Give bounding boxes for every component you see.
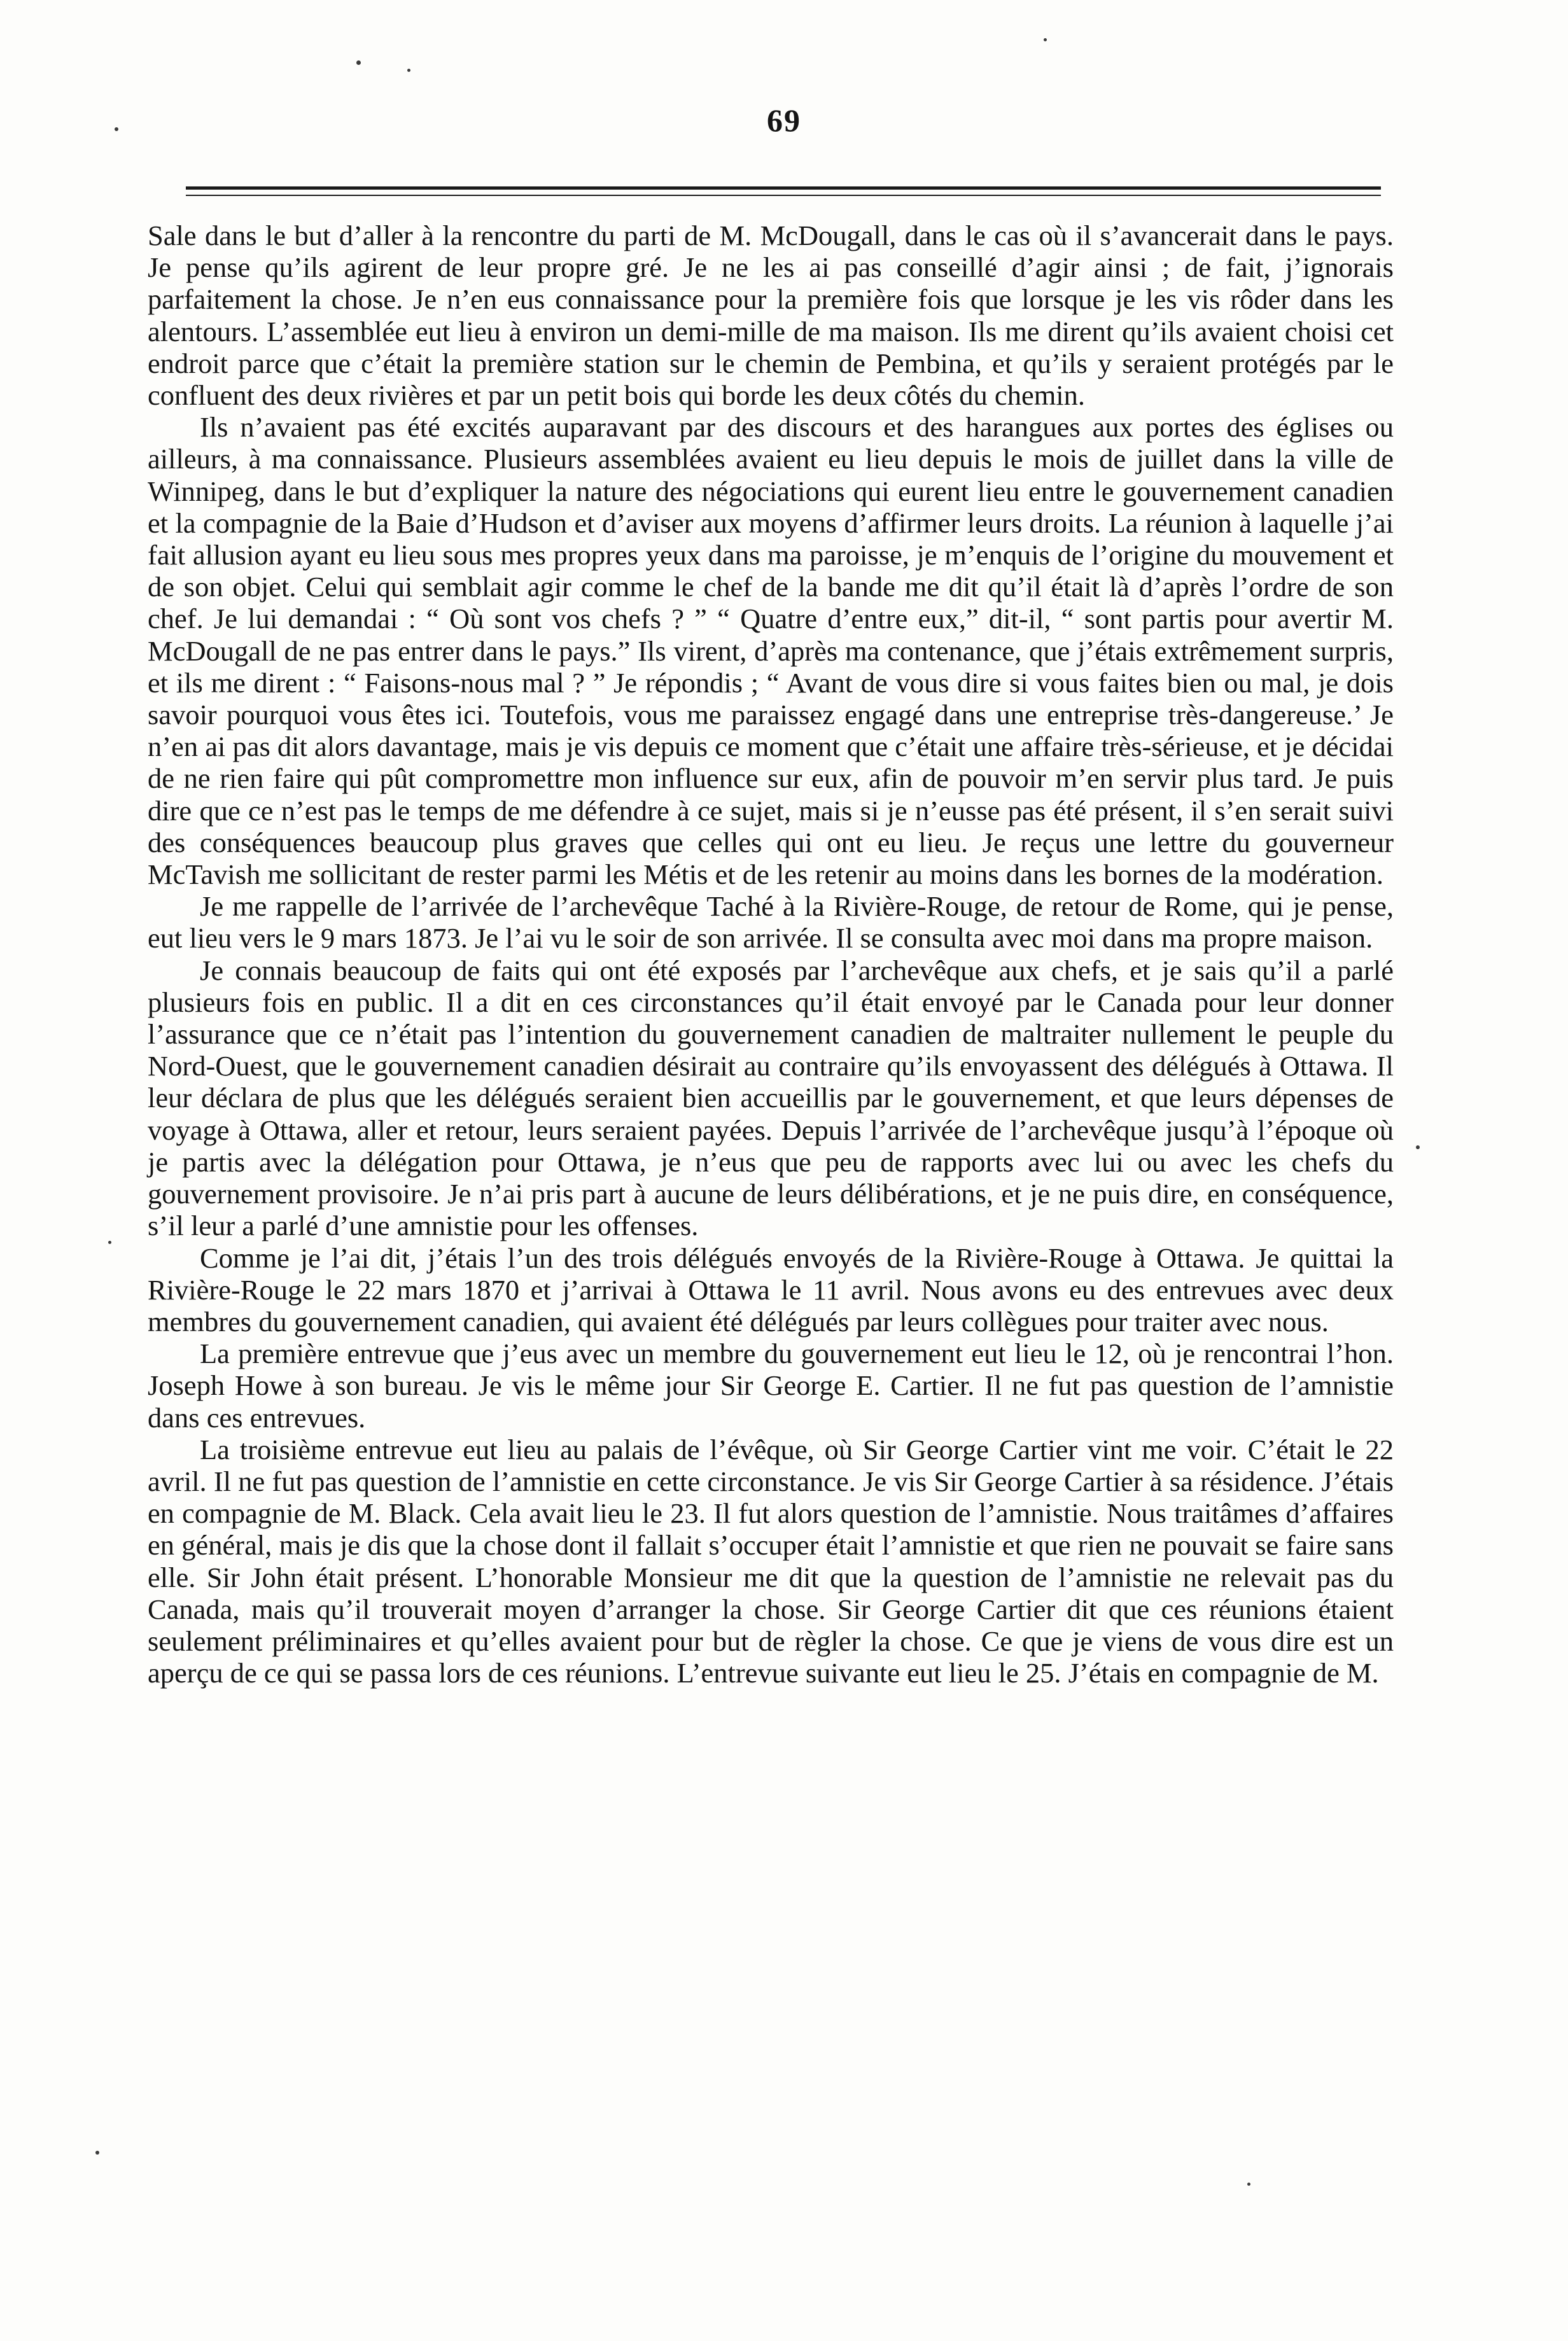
scan-speck xyxy=(115,127,118,131)
scan-speck xyxy=(1247,2183,1250,2186)
paragraph-4: Je connais beaucoup de faits qui ont été exposés par l’archevêque aux chefs, et je sais qu’il a parlé plusieurs fois en public. Il a dit en ces circonstances qu’il était envoyé par le Canada pour leur donner l’assurance que ce n’était pas l’intention du gouvernement canadien de maltraiter nullement le peuple du Nord-Ouest, que le gouvernement canadien désirait au contraire qu’ils envoyassent des délégués à Ottawa. Il leur déclara de plus que les délégués seraient bien accueillis par le gouvernement, et que leurs dépenses de voyage à Ottawa, aller et retour, leurs seraient payées. Depuis l’arrivée de l’archevêque jusqu’à l’époque où je partis avec la délégation pour Ottawa, je n’eus que peu de rapports avec lui ou avec les chefs du gouvernement provisoire. Je n’ai pris part à aucune de leurs délibérations, et je ne puis dire, en conséquence, s’il leur a parlé d’une amnistie pour les offenses. xyxy=(148,954,1394,1242)
paragraph-5: Comme je l’ai dit, j’étais l’un des trois délégués envoyés de la Rivière-Rouge à Ottawa. Je quittai la Rivière-Rouge le 22 mars 1870 et j’arrivai à Ottawa le 11 avril. Nous avons eu des entrevues avec deux membres du gouvernement canadien, qui avaient été délégués par leurs collègues pour traiter avec nous. xyxy=(148,1241,1394,1338)
text-body xyxy=(148,220,1394,1689)
scan-speck xyxy=(356,60,361,65)
header-rule-thick xyxy=(186,186,1381,190)
scan-speck xyxy=(407,69,410,72)
paragraph-7: La troisième entrevue eut lieu au palais de l’évêque, où Sir George Cartier vint me voir. C’était le 22 avril. Il ne fut pas question de l’amnistie en cette circonstance. Je vis Sir George Cartier à sa résidence. J’étais en compagnie de M. Black. Cela avait lieu le 23. Il fut alors question de l’amnistie. Nous traitâmes d’affaires en général, mais je dis que la chose dont il fallait s’occuper était l’amnistie et que rien ne pouvait se faire sans elle. Sir John était présent. L’honorable Monsieur me dit que la question de l’amnistie ne relevait pas du Canada, mais qu’il trouverait moyen d’arranger la chose. Sir George Cartier dit que ces réunions étaient seulement préliminaires et qu’elles avaient pour but de règler la chose. Ce que je viens de vous dire est un aperçu de ce qui se passa lors de ces réunions. L’entrevue suivante eut lieu le 25. J’étais en compagnie de M. xyxy=(148,1433,1394,1689)
scan-speck xyxy=(108,1241,111,1244)
paragraph-3: Je me rappelle de l’arrivée de l’archevêque Taché à la Rivière-Rouge, de retour de Rome, qui je pense, eut lieu vers le 9 mars 1873. Je l’ai vu le soir de son arrivée. Il se consulta avec moi dans ma propre maison. xyxy=(148,890,1394,954)
paragraph-2: Ils n’avaient pas été excités auparavant par des discours et des harangues aux portes des églises ou ailleurs, à ma connaissance. Plusieurs assemblées avaient eu lieu depuis le mois de juillet dans la ville de Winnipeg, dans le but d’expliquer la nature des négociations qui eurent lieu entre le gouvernement canadien et la compagnie de la Baie d’Hudson et d’aviser aux moyens d’affirmer leurs droits. La réunion à laquelle j’ai fait allusion ayant eu lieu sous mes propres yeux dans ma paroisse, je m’enquis de l’origine du mouvement et de son objet. Celui qui semblait agir comme le chef de la bande me dit qu’il était là d’après l’ordre de son chef. Je lui demandai : “ Où sont vos chefs ? ” “ Quatre d’entre eux,” dit-il, “ sont partis pour avertir M. McDougall de ne pas entrer dans le pays.” Ils virent, d’après ma contenance, que j’étais extrêmement surpris, et ils me dirent : “ Faisons-nous mal ? ” Je répondis ; “ Avant de vous dire si vous faites bien ou mal, je dois savoir pourquoi vous êtes ici. Toutefois, vous me paraissez engagé dans une entreprise très-dangereuse.’ Je n’en ai pas dit alors davantage, mais je vis depuis ce moment que c’était une affaire très-sérieuse, et je décidai de ne rien faire qui pût compromettre mon influence sur eux, afin de pouvoir m’en servir plus tard. Je puis dire que ce n’est pas le temps de me défendre à ce sujet, mais si je n’eusse pas été présent, il s’en serait suivi des conséquences beaucoup plus graves que celles qui ont eu lieu. Je reçus une lettre du gouverneur McTavish me sollicitant de rester parmi les Métis et de les retenir au moins dans les bornes de la modération. xyxy=(148,411,1394,891)
page-number: 69 xyxy=(767,102,801,138)
paragraph-1: Sale dans le but d’aller à la rencontre du parti de M. McDougall, dans le cas où il s’avancerait dans le pays. Je pense qu’ils agirent de leur propre gré. Je ne les ai pas conseillé d’agir ainsi ; de fait, j’ignorais parfaitement la chose. Je n’en eus connaissance pour la première fois que lorsque je les vis rôder dans les alentours. L’assemblée eut lieu à environ un demi-mille de ma maison. Ils me dirent qu’ils avaient choisi cet endroit parce que c’était la première station sur le chemin de Pembina, et qu’ils y seraient protégés par le confluent des deux rivières et par un petit bois qui borde les deux côtés du chemin. xyxy=(148,220,1394,412)
paragraph-6: La première entrevue que j’eus avec un membre du gouvernement eut lieu le 12, où je rencontrai l’hon. Joseph Howe à son bureau. Je vis le même jour Sir George E. Cartier. Il ne fut pas question de l’amnistie dans ces entrevues. xyxy=(148,1338,1394,1434)
scan-speck xyxy=(1416,1145,1420,1149)
scan-speck xyxy=(95,2151,99,2155)
scan-speck xyxy=(1044,38,1047,41)
header-rule-thin xyxy=(186,195,1381,196)
